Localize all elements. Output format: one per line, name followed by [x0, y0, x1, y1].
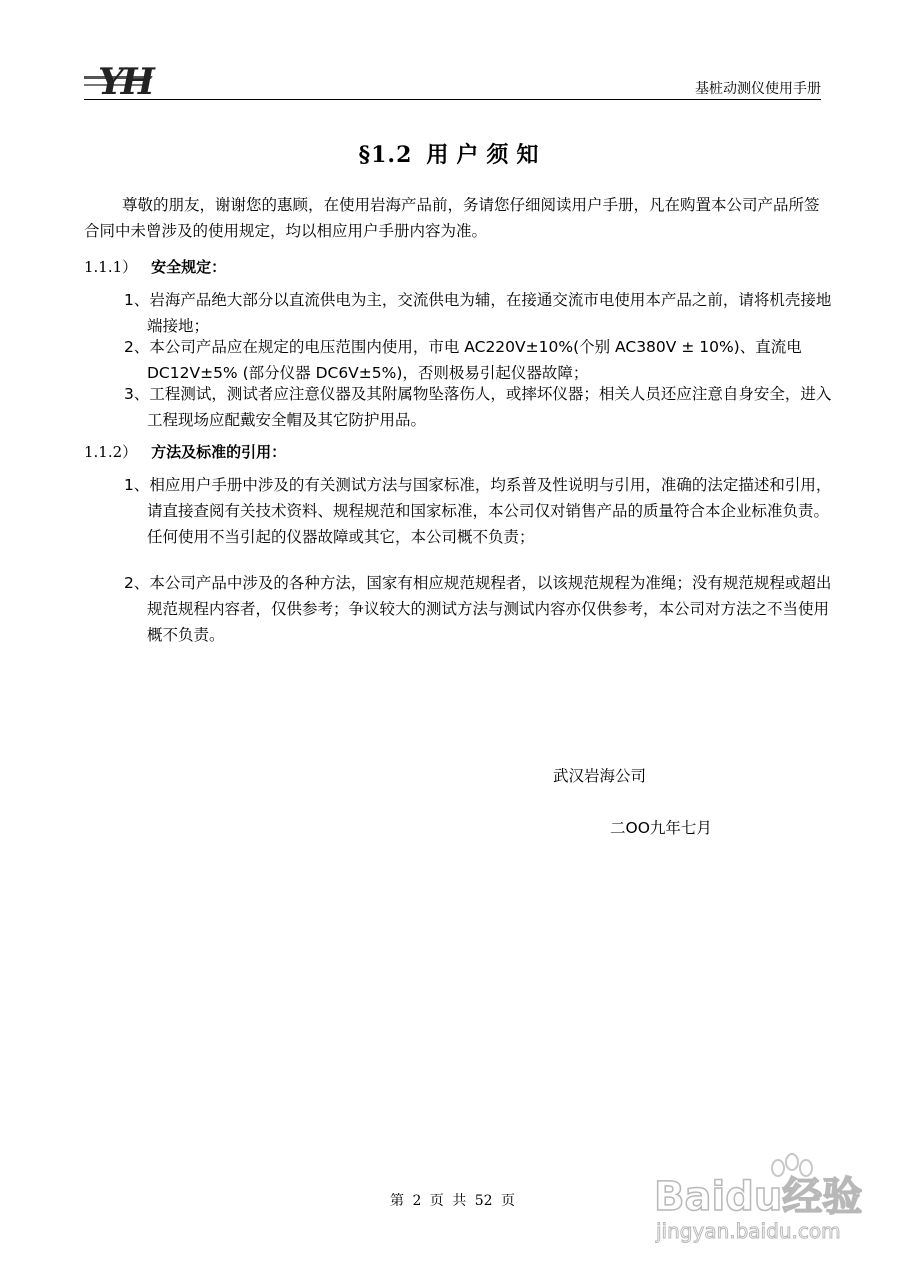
- header-title: 基桩动测仪使用手册: [695, 81, 821, 97]
- subsection-label: 方法及标准的引用：: [151, 443, 287, 461]
- section-heading: [0, 138, 905, 169]
- intro-paragraph: 尊敬的朋友，谢谢您的惠顾，在使用岩海产品前，务请您仔细阅读用户手册，凡在购置本公司产品所签合同中未曾涉及的使用规定，均以相应用户手册内容为准。: [84, 196, 820, 240]
- methods-item-2: 2、本公司产品中涉及的各种方法，国家有相应规范规程者，以该规范规程为准绳；没有规范规程或超出规范规程内容者，仅供参考；争议较大的测试方法与测试内容亦仅供参考，本公司对方法之不当使用概不负责。: [124, 574, 832, 644]
- subsection-number: 1.1.1）: [84, 258, 138, 276]
- section-number: §1.2: [358, 142, 413, 168]
- page-number: 第 2 页 共 52 页: [390, 1193, 515, 1209]
- safety-item-3: 3、工程测试，测试者应注意仪器及其附属物坠落伤人，或摔坏仪器；相关人员还应注意自身安全，进入工程现场应配戴安全帽及其它防护用品。: [124, 385, 832, 429]
- signature-date: 二OO九年七月: [610, 819, 712, 837]
- subsection-methods-heading: [84, 439, 286, 465]
- safety-item-2: 2、本公司产品应在规定的电压范围内使用，市电 AC220V±10%(个别 AC380V ± 10%)、直流电 DC12V±5% (部分仪器 DC6V±5%)，否则极易引起仪器故障；: [124, 338, 802, 382]
- signature-company: 武汉岩海公司: [553, 767, 647, 785]
- company-logo: [84, 60, 170, 100]
- subsection-safety-heading: [84, 254, 226, 280]
- subsection-number: 1.1.2）: [84, 443, 138, 461]
- watermark-brand: Baidu经验: [654, 1174, 863, 1220]
- methods-item-1: 1、相应用户手册中涉及的有关测试方法与国家标准，均系普及性说明与引用，准确的法定描述和引用，请直接查阅有关技术资料、规程规范和国家标准，本公司仅对销售产品的质量符合本企业标准负责。任何使用不当引起的仪器故障或其它，本公司概不负责；: [124, 476, 832, 546]
- header-divider: [84, 99, 821, 100]
- safety-item-1: 1、岩海产品绝大部分以直流供电为主，交流供电为辅，在接通交流市电使用本产品之前，请将机壳接地端接地；: [124, 291, 832, 335]
- baidu-watermark: [650, 1152, 890, 1252]
- watermark-url: jingyan.baidu.com: [656, 1219, 841, 1243]
- subsection-label: 安全规定：: [151, 258, 227, 276]
- logo-text: YH: [98, 61, 152, 100]
- section-title: 用户须知: [426, 142, 547, 168]
